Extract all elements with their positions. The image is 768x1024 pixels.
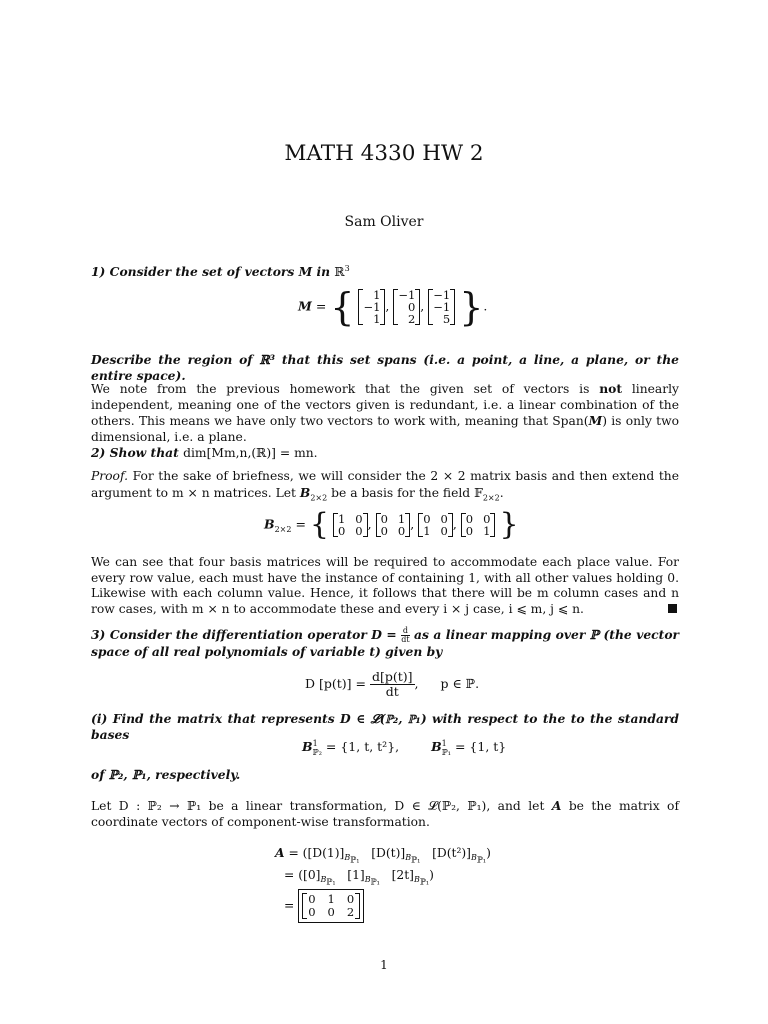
basis-matrix-2: 0 1 0 0 (376, 513, 411, 537)
q3-let-line: Let D : ℙ₂ → ℙ₁ be a linear transformation, D ∈ 𝓛(ℙ₂, ℙ₁), and let A be the matrix of coordinate vectors of component-wise transformation. (91, 798, 680, 829)
q2-basis-set: $B_{2\times 2}$ = { 1 0 0 0 , 0 1 0 0 , 0 0 1 0 , 0 0 0 1 } (264, 507, 519, 542)
q2-proof: Proof. For the sake of briefness, we will consider the 2 × 2 matrix basis and then extend the argument to m × n matrices. Let $B_{2\times 2}$ be a basis for the field 𝔽$_{2\times 2}$. (91, 469, 679, 503)
basis-matrix-1: 1 0 0 0 (333, 513, 368, 537)
q3-prompt: 3) Consider the differentiation operator D = $\frac{d}{dt}$ as a linear mapping over ℙ (the vector space of all real polynomials of variable t) given by (91, 626, 680, 659)
q1-prompt: 1) Consider the set of vectors M in ℝ$^3$ (91, 263, 350, 279)
q1-describe: Describe the region of ℝ³ that this set spans (i.e. a point, a line, a plane, or the entire space). (91, 352, 679, 383)
q1-vector-set: M = { 1 −1 1 , −1 0 2 , −1 −1 5 }. (298, 285, 488, 329)
page-title: MATH 4330 HW 2 (284, 141, 484, 166)
qed-square (668, 604, 677, 613)
author-name: Sam Oliver (344, 214, 424, 230)
q2-explanation: We can see that four basis matrices will be required to accommodate each place value. For every row value, each must have the instance of containing 1, with all other values holding 0. Likewise with each column value. Hence, it follows that there will be m column cases and n row cases, with m × n to accommodate these and every i × j case, i ⩽ m, j ⩽ n. (91, 555, 679, 616)
result-matrix: 0 1 0 0 0 2 (302, 893, 360, 919)
q3-of-line: of ℙ₂, ℙ₁, respectively. (91, 767, 241, 782)
vector-1: 1 −1 1 (358, 289, 385, 325)
result-matrix-box (298, 889, 364, 923)
q3-equation: D [p(t)] = $\frac{d[p(t)]}{dt}$ , p ∈ ℙ. (305, 669, 480, 699)
page-number: 1 (380, 958, 388, 972)
q3-sub-i: (i) Find the matrix that represents D ∈ 𝓛(ℙ₂, ℙ₁) with respect to the to the standard bases (91, 711, 679, 742)
q2-prompt: 2) Show that dim[Mm,n,(ℝ)] = mn. (91, 445, 318, 460)
basis-matrix-4: 0 0 0 1 (461, 513, 496, 537)
vector-2: −1 0 2 (393, 289, 420, 325)
q1-answer: We note from the previous homework that the given set of vectors is not linearly independent, meaning one of the vectors given is redundant, i.e. a linear combination of the others. This means we have only two vectors to work with, meaning that Span(M) is only two dimensional, i.e. a plane. (91, 381, 679, 444)
q3-A-derivation: $A = ([D(1)]_{B_{ℙ_1}}$ $[D(t)]_{B_{ℙ_1}}$ $[D(t^2)]_{B_{ℙ_1}}$) = ($[0]_{B_{ℙ_1}}$ $[1]_{B_{ℙ_1}}$ $[2t]_{B_{ℙ_1}}$) = 0 1 0 0 0 2 (275, 842, 491, 923)
basis-matrix-3: 0 0 1 0 (418, 513, 453, 537)
vector-3: −1 −1 5 (428, 289, 455, 325)
q3-bases: $B^1_{ℙ_2} = \{1$, t, t²}, $B^1_{ℙ_1} = \{1$, t} (302, 738, 507, 757)
